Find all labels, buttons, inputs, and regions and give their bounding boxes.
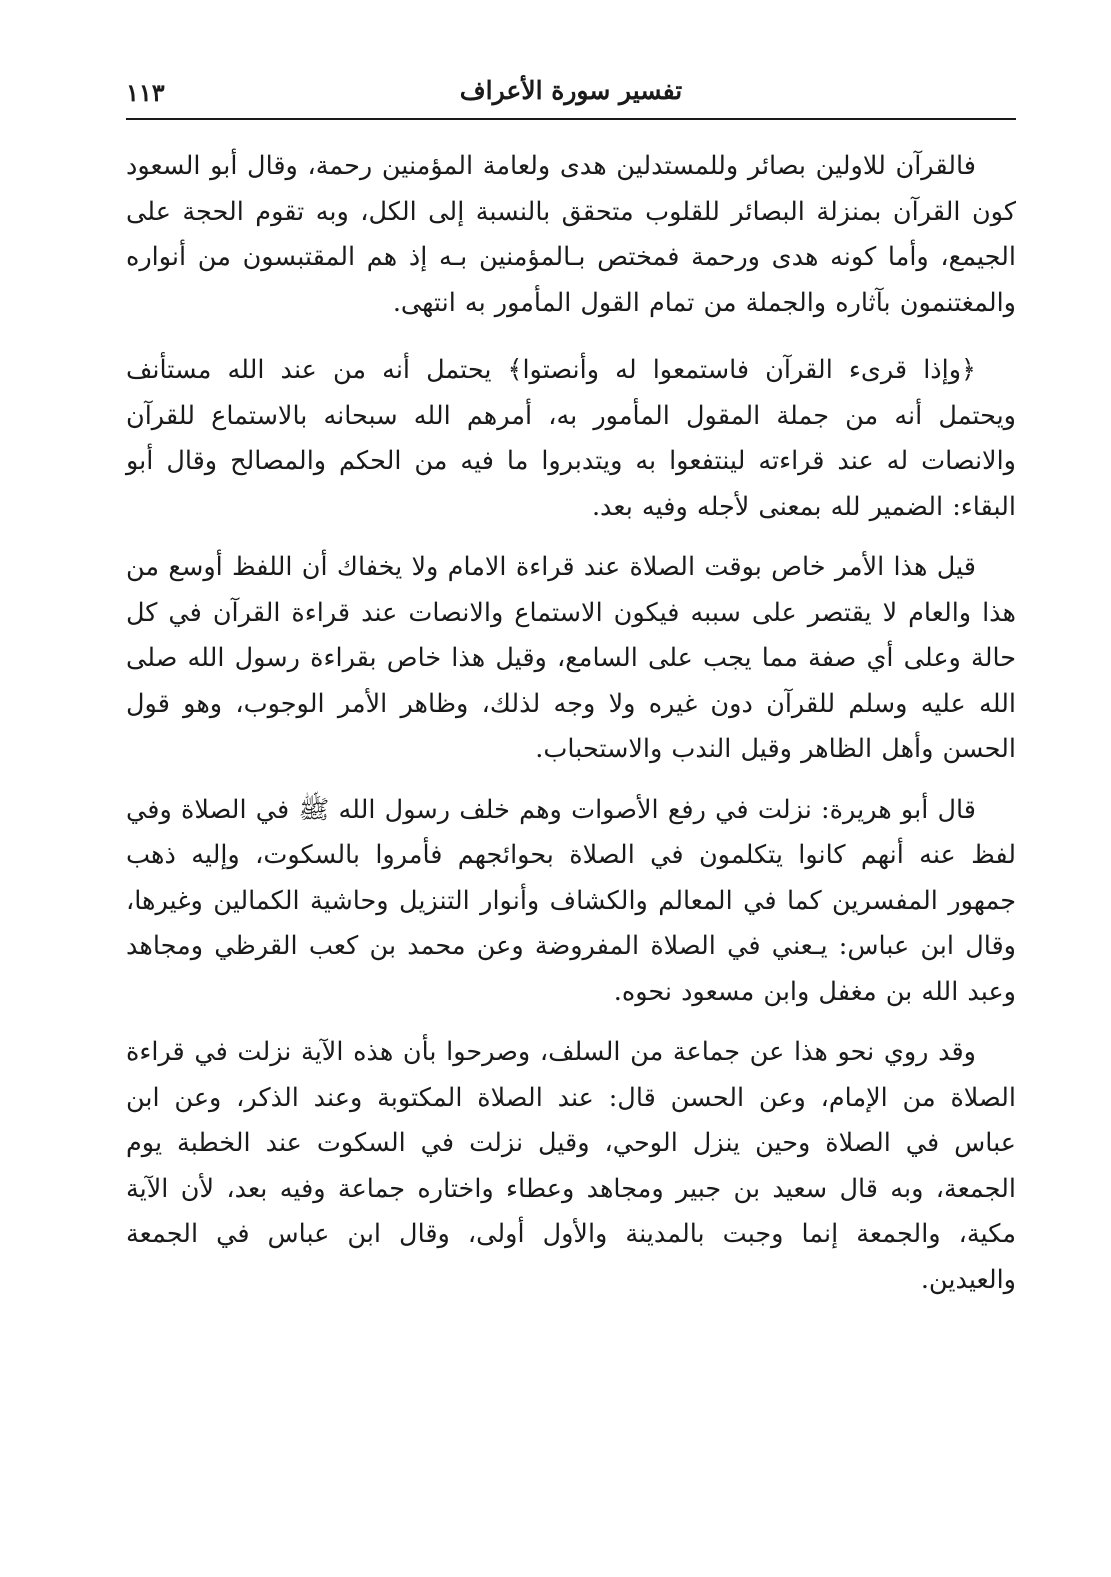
paragraph: قال أبو هريرة: نزلت في رفع الأصوات وهم خلف رسول الله ﷺ في الصلاة وفي لفظ عنه أنهم كانوا يتكلمون في الصلاة بحوائجهم فأمروا بالسكوت، وإليه ذهب جمهور المفسرين كما في المعالم والكشاف وأنوار التنزيل وحاشية الكمالين وغيرها، وقال ابن عباس: يـعني في الصلاة المفروضة وعن محمد بن كعب القرظي ومجاهد وعبد الله بن مغفل وابن مسعود نحوه. [126, 794, 1016, 1007]
body-text [126, 144, 1016, 1303]
document-page [126, 70, 1016, 1540]
paragraph: قيل هذا الأمر خاص بوقت الصلاة عند قراءة الامام ولا يخفاك أن اللفظ أوسع من هذا والعام لا يقتصر على سببه فيكون الاستماع والانصات عند قراءة القرآن في كل حالة وعلى أي صفة مما يجب على السامع، وقيل هذا خاص بقراءة رسول الله صلى الله عليه وسلم للقرآن دون غيره ولا وجه لذلك، وظاهر الأمر الوجوب، وهو قول الحسن وأهل الظاهر وقيل الندب والاستحباب. [126, 552, 1016, 764]
page-number: ١١٣ [126, 78, 165, 107]
paragraph: ﴿وإذا قرىء القرآن فاستمعوا له وأنصتوا﴾ يحتمل أنه من عند الله مستأنف ويحتمل أنه من جملة المقول المأمور به، أمرهم الله سبحانه بالاستماع للقرآن والانصات له عند قراءته لينتفعوا به ويتدبروا ما فيه من الحكم والمصالح وقال أبو البقاء: الضمير لله بمعنى لأجله وفيه بعد. [126, 355, 1016, 522]
paragraph: وقد روي نحو هذا عن جماعة من السلف، وصرحوا بأن هذه الآية نزلت في قراءة الصلاة من الإمام، وعن الحسن قال: عند الصلاة المكتوبة وعند الذكر، وعن ابن عباس في الصلاة وحين ينزل الوحي، وقيل نزلت في السكوت عند الخطبة يوم الجمعة، وبه قال سعيد بن جبير ومجاهد وعطاء واختاره جماعة وفيه بعد، لأن الآية مكية، والجمعة إنما وجبت بالمدينة والأول أولى، وقال ابن عباس في الجمعة والعيدين. [126, 1037, 1016, 1295]
page-header [126, 70, 1016, 120]
running-title: تفسير سورة الأعراف [459, 76, 683, 105]
paragraph: فالقرآن للاولين بصائر وللمستدلين هدى ولعامة المؤمنين رحمة، وقال أبو السعود كون القرآن بمنزلة البصائر للقلوب متحقق بالنسبة إلى الكل، وبه تقوم الحجة على الجيمع، وأما كونه هدى ورحمة فمختص بـالمؤمنين بـه إذ هم المقتبسون من أنواره والمغتنمون بآثاره والجملة من تمام القول المأمور به انتهى. [126, 151, 1016, 318]
